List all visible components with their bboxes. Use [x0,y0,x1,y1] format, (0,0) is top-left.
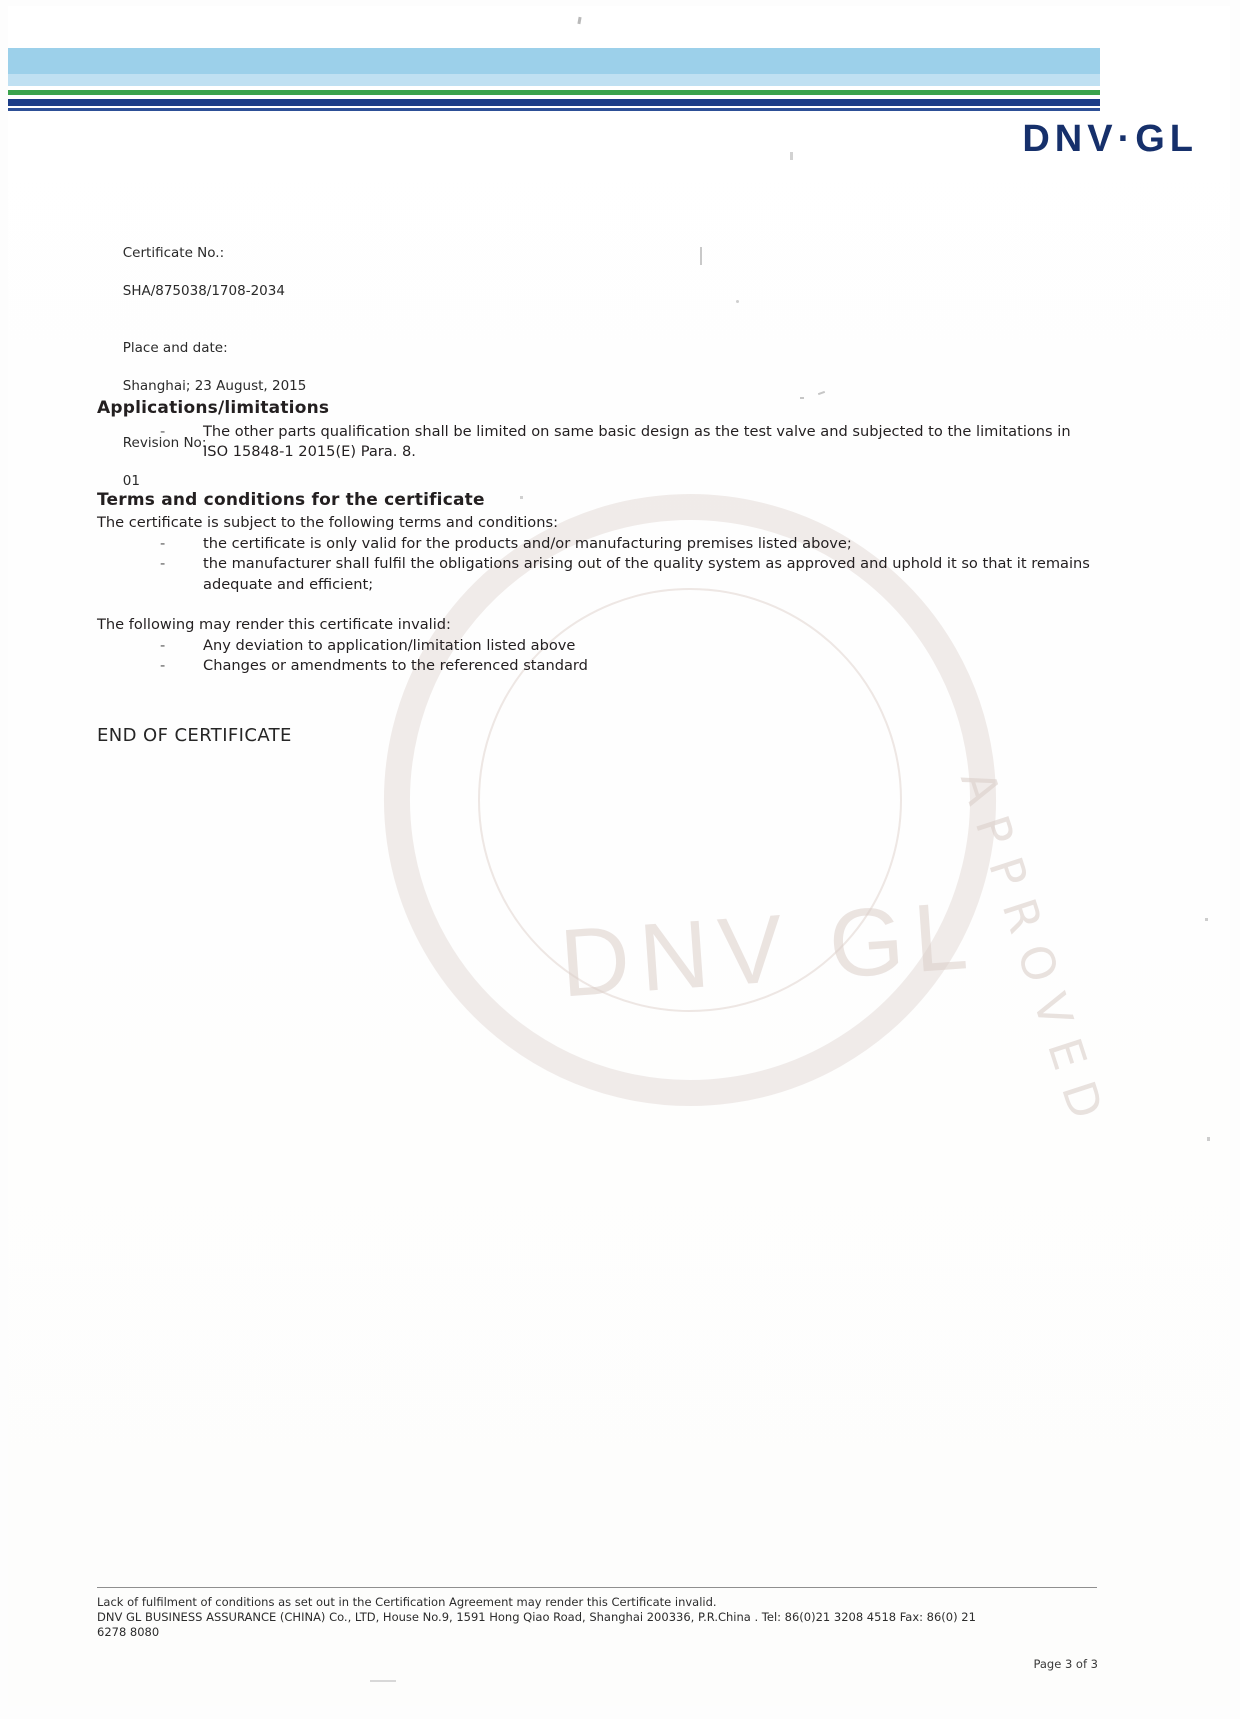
applications-limitations-list [97,422,1097,463]
certificate-number-label: Certificate No.: [122,245,225,261]
end-of-certificate: END OF CERTIFICATE [97,725,292,746]
header-stripe-navy-thin [8,108,1100,111]
terms-list [97,534,1097,596]
header-stripe-light-blue [8,74,1100,86]
list-item: - the manufacturer shall fulfil the obligations arising out of the quality system as approved and uphold it so that it remains adequate and efficient; [160,554,1097,595]
header-stripe-green [8,90,1100,95]
place-and-date-value: Shanghai; 23 August, 2015 [122,378,307,394]
scan-artifact [1205,918,1208,921]
watermark-arc-text: APPROVED [950,763,1119,1141]
footer-line-1: Lack of fulfilment of conditions as set out in the Certification Agreement may render this Certificate invalid. [97,1595,717,1609]
invalidation-list [97,636,1097,677]
revision-label: Revision No: [122,435,207,451]
scan-artifact [370,1680,396,1682]
watermark-text: DNV GL [556,881,981,1018]
header-stripe-navy [8,99,1100,106]
scan-artifact [1207,1137,1210,1141]
list-item: - Any deviation to application/limitation listed above [160,636,1097,657]
footer-divider [97,1587,1097,1588]
scan-artifact [736,300,739,303]
terms-intro: The certificate is subject to the following terms and conditions: [97,514,559,531]
list-item: - The other parts qualification shall be limited on same basic design as the test valve and subjected to the limitations in ISO 15848-1 2015(E) Para. 8. [160,422,1097,463]
dnv-gl-logo: DNV·GL [1022,118,1198,160]
list-item: - Changes or amendments to the referenced standard [160,656,1097,677]
invalidation-intro: The following may render this certificate invalid: [97,616,451,633]
footer-text [97,1595,1107,1640]
place-and-date-label: Place and date: [122,340,228,356]
section-heading-terms: Terms and conditions for the certificate [97,489,485,510]
footer-line-3: 6278 8080 [97,1625,160,1639]
page-number: Page 3 of 3 [1033,1657,1098,1671]
scan-artifact [790,152,793,160]
section-heading-applications: Applications/limitations [97,398,330,418]
certificate-number-value: SHA/875038/1708-2034 [122,283,285,299]
revision-value: 01 [122,473,140,489]
scan-artifact [700,247,702,265]
certificate-body [97,398,1097,677]
certificate-number-row [97,225,306,320]
list-item: - the certificate is only valid for the products and/or manufacturing premises listed above; [160,534,1097,555]
footer-line-2: DNV GL BUSINESS ASSURANCE (CHINA) Co., LTD, House No.9, 1591 Hong Qiao Road, Shanghai 200336, P.R.China . Tel: 86(0)21 3208 4518 Fax: 86(0) 21 [97,1610,976,1624]
header-stripe-blue [8,48,1100,74]
